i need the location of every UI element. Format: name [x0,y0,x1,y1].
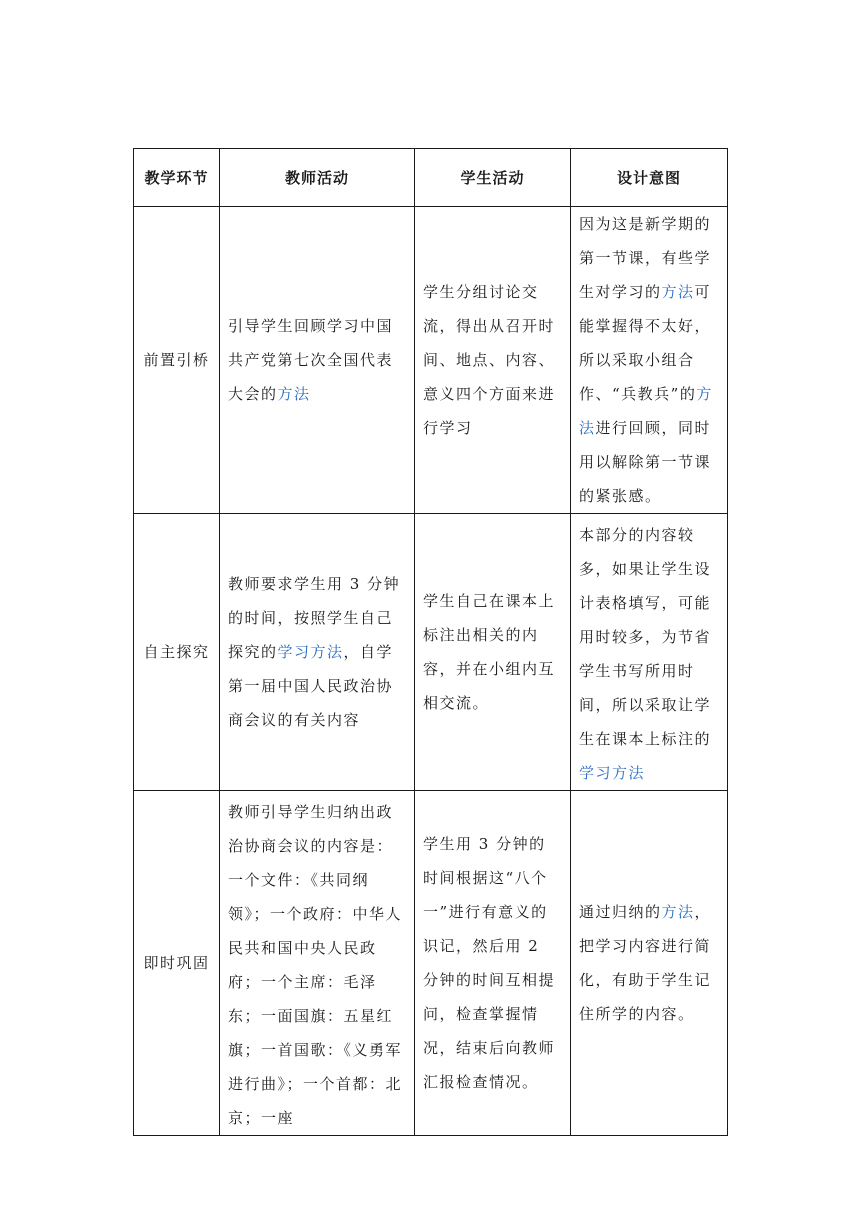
student-activity-cell: 学生分组讨论交流，得出从召开时间、地点、内容、意义四个方面来进行学习 [415,207,571,514]
header-row [134,149,728,207]
student-activity-cell: 学生自己在课本上标注出相关的内容，并在小组内互相交流。 [415,514,571,791]
table-row [134,514,728,791]
header-student-activity: 学生活动 [415,149,571,207]
design-intent-cell: 本部分的内容较多，如果让学生设计表格填写，可能用时较多，为节省学生书写所用时间，所以采取让学生在课本上标注的学习方法 [571,514,728,791]
table-row [134,791,728,1136]
header-stage: 教学环节 [134,149,220,207]
stage-cell: 即时巩固 [134,791,220,1136]
table-row [134,207,728,514]
lesson-plan-table [133,148,728,1136]
design-intent-cell: 因为这是新学期的第一节课，有些学生对学习的方法可能掌握得不太好，所以采取小组合作、“兵教兵”的方法进行回顾，同时用以解除第一节课的紧张感。 [571,207,728,514]
stage-cell: 自主探究 [134,514,220,791]
design-intent-cell: 通过归纳的方法，把学习内容进行简化，有助于学生记住所学的内容。 [571,791,728,1136]
stage-cell: 前置引桥 [134,207,220,514]
header-teacher-activity: 教师活动 [220,149,415,207]
student-activity-cell: 学生用 3 分钟的时间根据这“八个一”进行有意义的识记，然后用 2 分钟的时间互相提问，检查掌握情况，结束后向教师汇报检查情况。 [415,791,571,1136]
teacher-activity-cell: 教师要求学生用 3 分钟的时间，按照学生自己探究的学习方法，自学第一届中国人民政治协商会议的有关内容 [220,514,415,791]
teacher-activity-cell: 引导学生回顾学习中国共产党第七次全国代表大会的方法 [220,207,415,514]
header-design-intent: 设计意图 [571,149,728,207]
teacher-activity-cell: 教师引导学生归纳出政治协商会议的内容是：一个文件：《共同纲领》；一个政府：中华人民共和国中央人民政府；一个主席：毛泽东；一面国旗：五星红旗；一首国歌：《义勇军进行曲》；一个首都：北京；一座 [220,791,415,1136]
